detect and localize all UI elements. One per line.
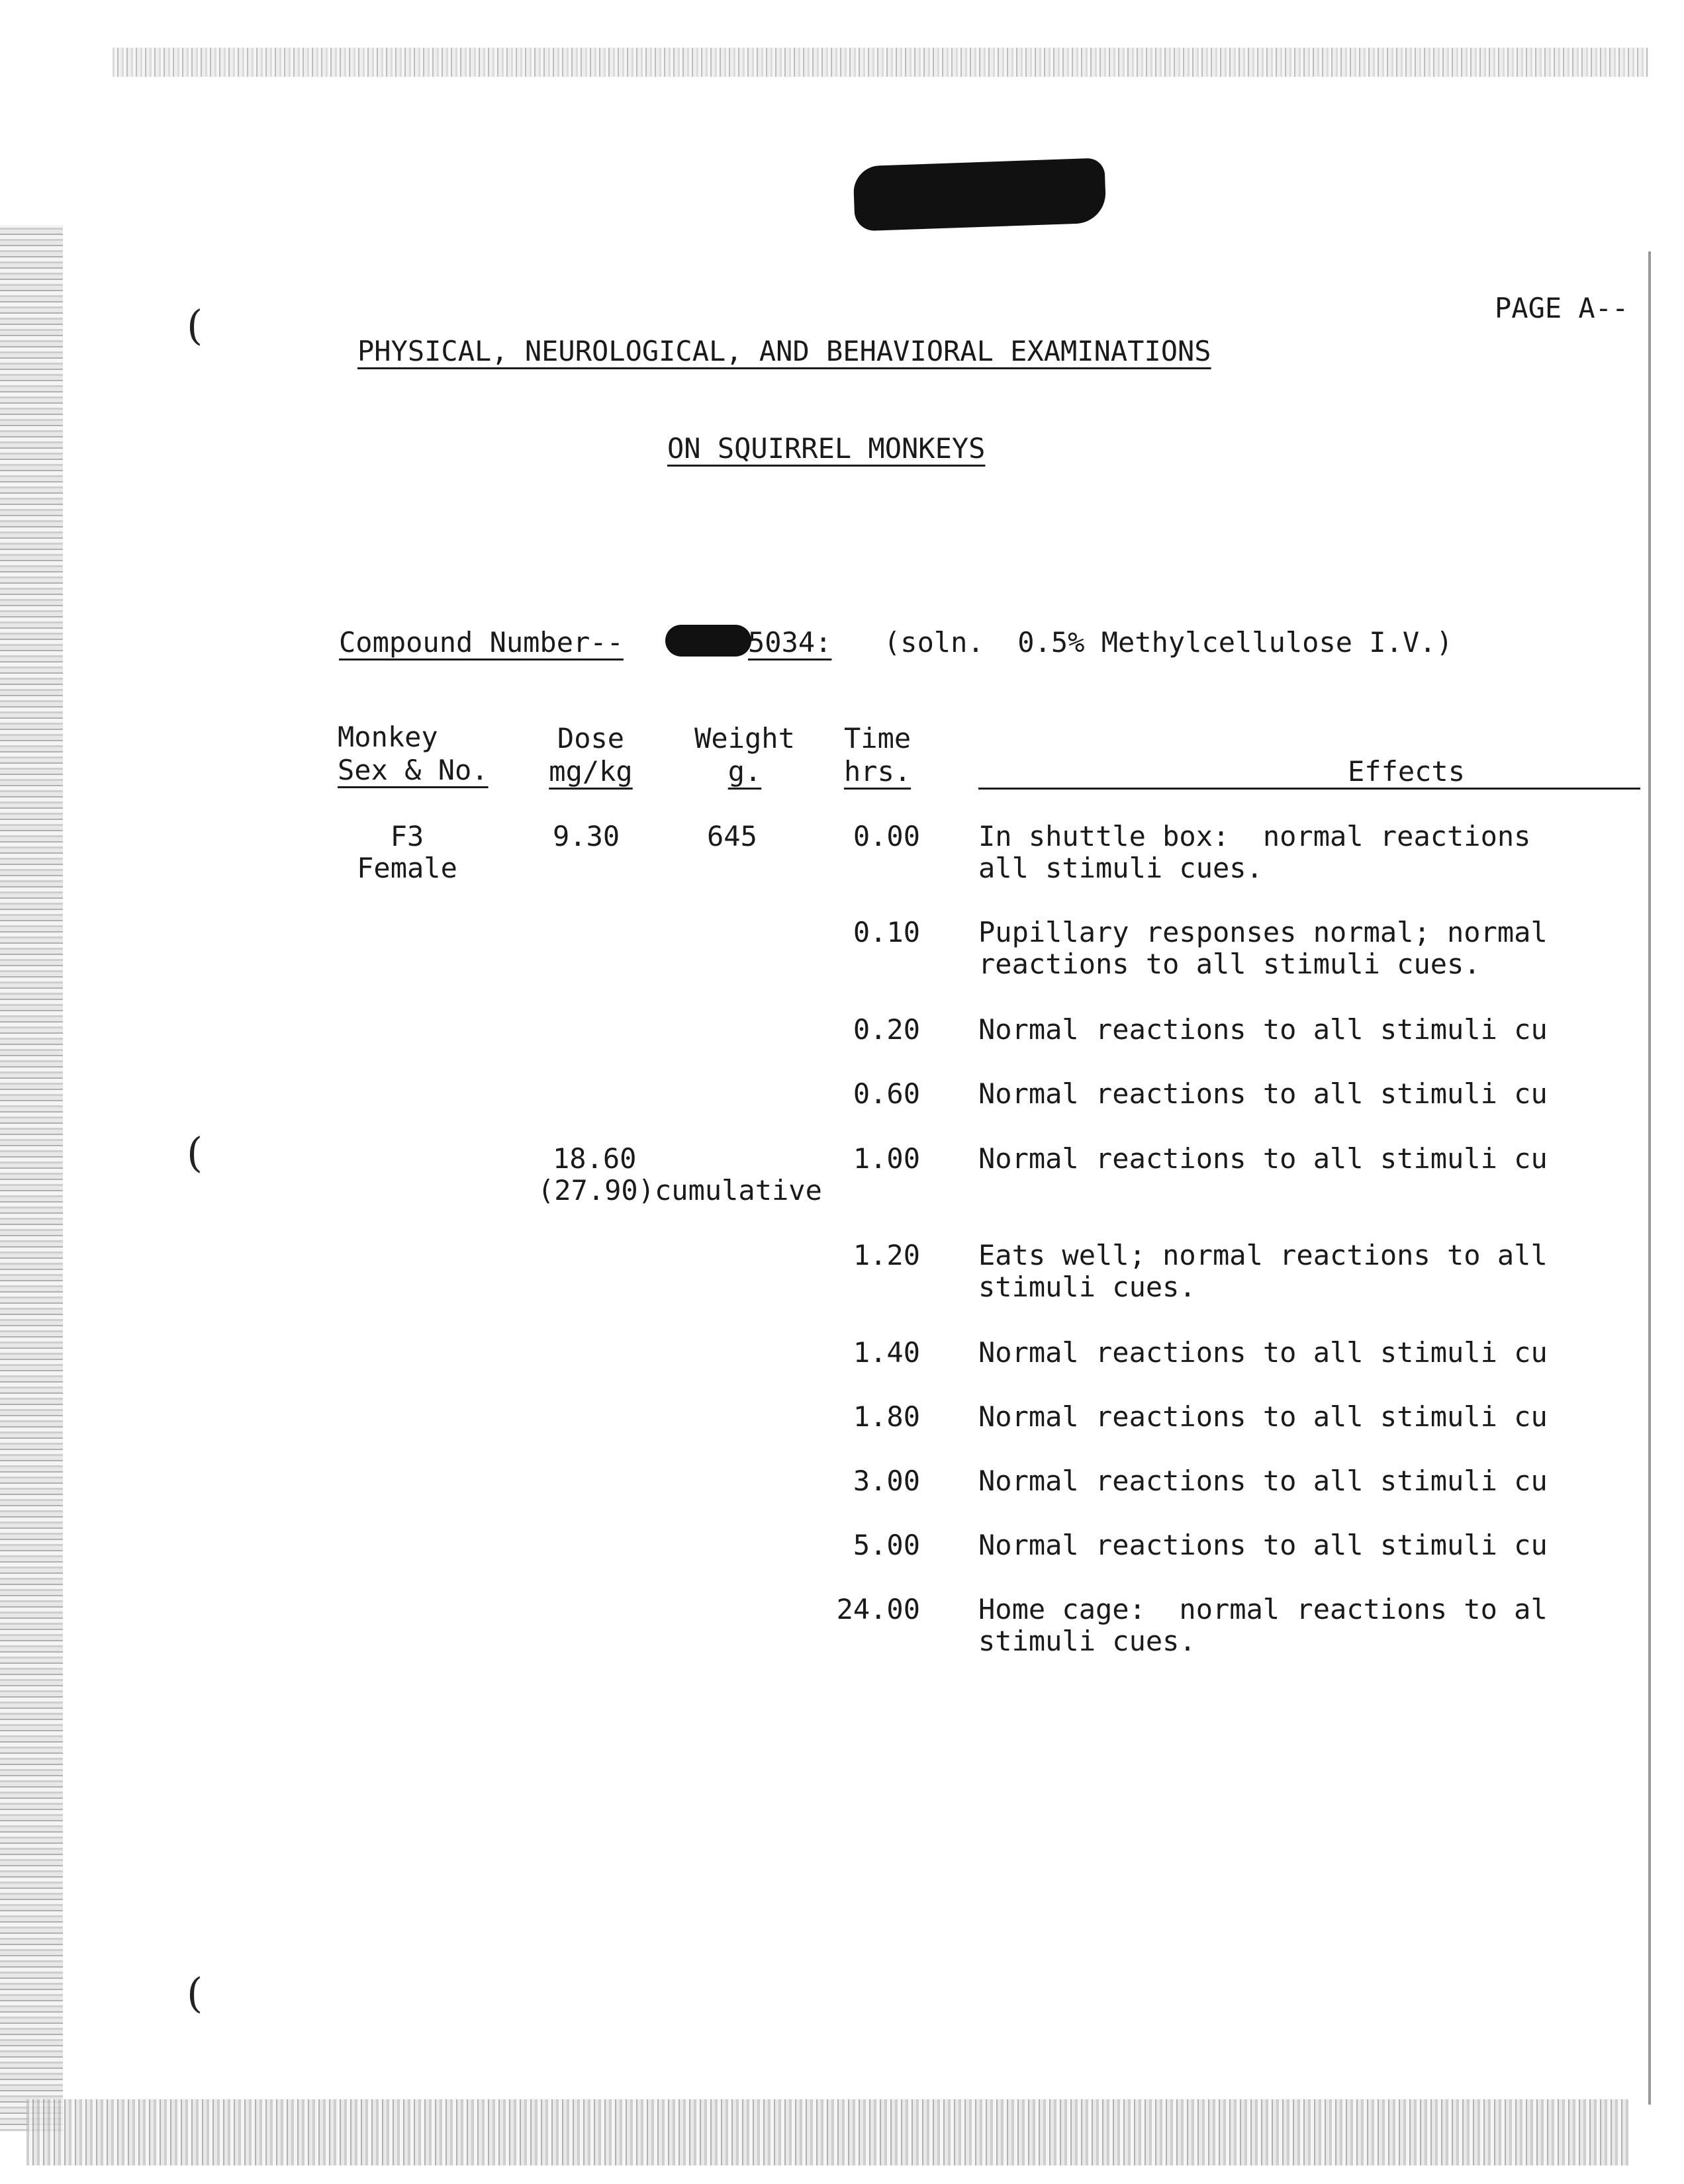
subject-weight: 645	[707, 820, 757, 852]
document-title: PHYSICAL, NEUROLOGICAL, AND BEHAVIORAL EXAMINATIONS	[357, 335, 1211, 367]
compound-solution: (soln. 0.5% Methylcellulose I.V.)	[884, 626, 1453, 659]
compound-label: Compound Number--	[339, 626, 624, 659]
effect-cell: Pupillary responses normal; normal	[978, 916, 1548, 948]
header-effects: Effects	[1348, 755, 1466, 788]
effect-cell: Normal reactions to all stimuli cu	[978, 1077, 1548, 1110]
second-dose: 18.60	[553, 1142, 637, 1175]
scan-noise-top	[113, 48, 1648, 77]
scan-noise-bottom	[26, 2099, 1628, 2165]
scan-noise-left	[0, 225, 63, 2131]
redaction-mark-compound	[665, 625, 751, 657]
time-cell: 0.10	[853, 916, 920, 948]
time-cell: 1.20	[853, 1239, 920, 1271]
time-cell: 0.00	[853, 820, 920, 852]
time-cell: 0.20	[853, 1013, 920, 1046]
header-weight: Weight	[694, 722, 795, 754]
time-cell: 1.80	[853, 1400, 920, 1433]
header-time-unit: hrs.	[844, 755, 912, 788]
compound-number: 5034:	[748, 626, 832, 659]
effect-cell: Normal reactions to all stimuli cu	[978, 1529, 1548, 1561]
time-cell: 1.40	[853, 1336, 920, 1369]
redaction-mark-header	[853, 158, 1106, 231]
time-cell: 3.00	[853, 1465, 920, 1497]
time-cell: 0.60	[853, 1077, 920, 1110]
page-edge-right	[1648, 251, 1651, 2105]
effect-cell: In shuttle box: normal reactions	[978, 820, 1531, 852]
subject-id: F3	[390, 820, 424, 852]
cumulative-dose: (27.90)cumulative	[538, 1174, 822, 1206]
header-sex-no: Sex & No.	[338, 754, 489, 786]
effect-cell-cont: stimuli cues.	[978, 1625, 1196, 1657]
subject-sex: Female	[357, 852, 457, 884]
header-weight-unit: g.	[727, 755, 762, 788]
effect-cell: Normal reactions to all stimuli cu	[978, 1465, 1548, 1497]
effect-cell: Normal reactions to all stimuli cu	[978, 1142, 1548, 1175]
effect-cell-cont: reactions to all stimuli cues.	[978, 948, 1481, 980]
time-cell: 5.00	[853, 1529, 920, 1561]
subject-dose: 9.30	[553, 820, 620, 852]
header-effects-rule	[978, 788, 1640, 790]
header-dose-unit: mg/kg	[549, 755, 633, 788]
margin-paren-mark: (	[187, 1969, 203, 2017]
header-time: Time	[844, 722, 912, 754]
effect-cell: Eats well; normal reactions to all	[978, 1239, 1548, 1271]
effect-cell: Normal reactions to all stimuli cu	[978, 1013, 1548, 1046]
effect-cell-cont: stimuli cues.	[978, 1271, 1196, 1303]
effect-cell: Normal reactions to all stimuli cu	[978, 1400, 1548, 1433]
document-subtitle: ON SQUIRREL MONKEYS	[667, 432, 986, 465]
effect-cell: Home cage: normal reactions to al	[978, 1593, 1548, 1625]
page-label: PAGE A--	[1495, 292, 1629, 324]
time-cell: 24.00	[836, 1593, 920, 1625]
effect-cell-cont: all stimuli cues.	[978, 852, 1263, 884]
effect-cell: Normal reactions to all stimuli cu	[978, 1336, 1548, 1369]
margin-paren-mark: (	[187, 301, 203, 349]
margin-paren-mark: (	[187, 1128, 203, 1177]
time-cell: 1.00	[853, 1142, 920, 1175]
header-dose: Dose	[557, 722, 625, 754]
header-monkey: Monkey	[338, 721, 438, 753]
